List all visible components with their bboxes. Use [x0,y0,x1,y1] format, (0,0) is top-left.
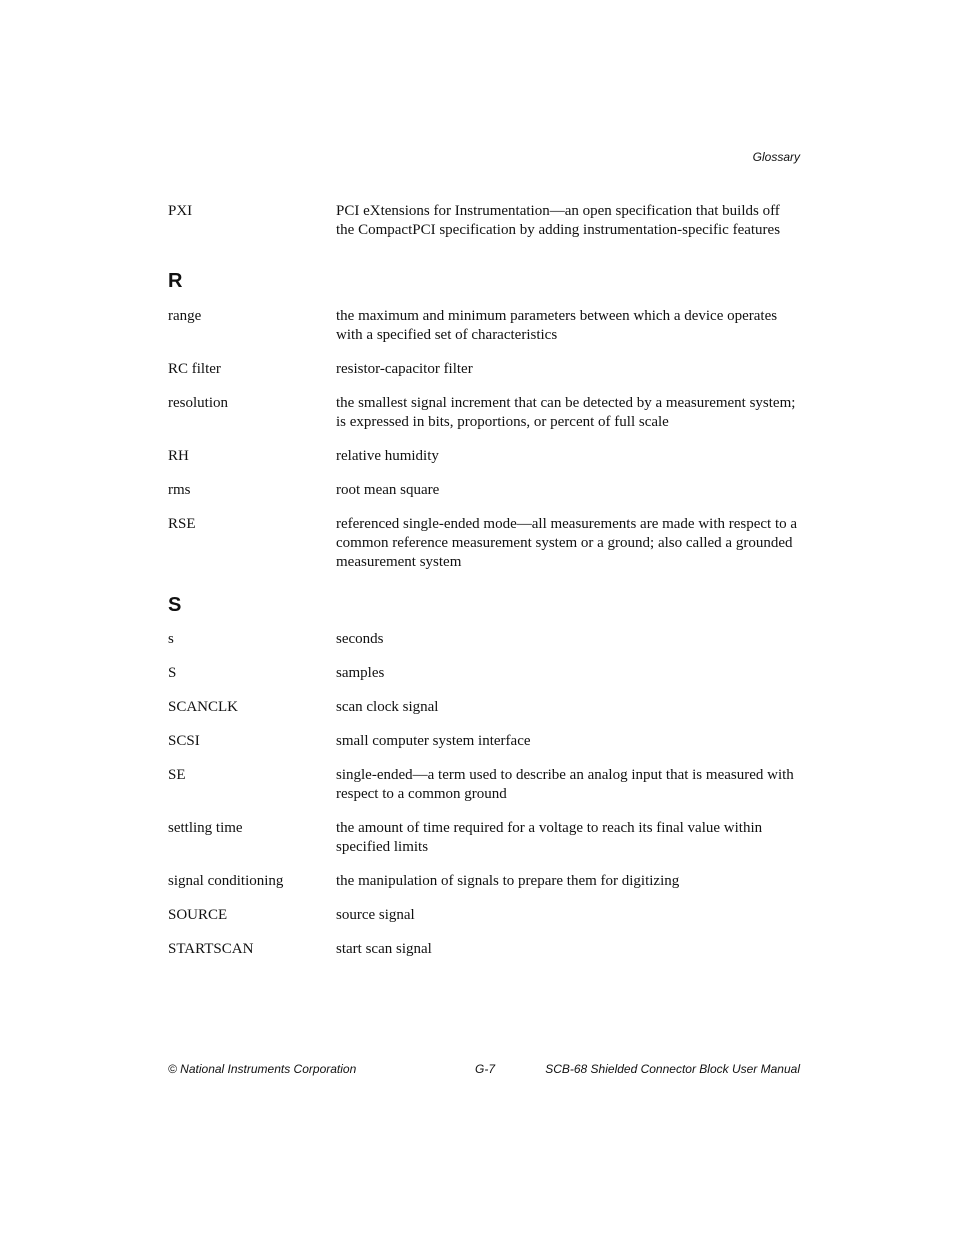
glossary-definition: the amount of time required for a voltage to reach its final value within specified limits [336,820,763,855]
glossary-definition: the manipulation of signals to prepare them for digitizing [336,873,680,889]
glossary-definition: scan clock signal [336,699,439,715]
glossary-term: SCANCLK [168,699,239,715]
glossary-term: range [168,308,202,324]
glossary-definition: the maximum and minimum parameters between which a device operates with a specified set of characteristics [336,308,778,343]
glossary-entry [168,307,800,345]
glossary-definition: the smallest signal increment that can be detected by a measurement system; is expressed in bits, proportions, or percent of full scale [336,395,796,430]
section-heading-r: R [168,270,183,292]
glossary-term: rms [168,482,191,498]
glossary-term: settling time [168,820,243,836]
running-head: Glossary [752,150,800,164]
glossary-entry [168,766,800,804]
glossary-term: signal conditioning [168,873,284,889]
glossary-definition: resistor-capacitor filter [336,361,473,377]
page-number: G-7 [475,1062,496,1076]
glossary-definition: source signal [336,907,415,923]
glossary-term: RC filter [168,361,221,377]
glossary-entry [168,940,800,959]
glossary-term: STARTSCAN [168,941,254,957]
glossary-entry [168,698,800,717]
glossary-term: SE [168,767,186,783]
glossary-entry [168,360,800,379]
glossary-entry [168,447,800,466]
glossary-term: SCSI [168,733,200,749]
glossary-definition: start scan signal [336,941,432,957]
glossary-term: s [168,631,174,647]
glossary-content [168,202,800,974]
glossary-entry [168,906,800,925]
glossary-entry [168,481,800,500]
glossary-entry [168,872,800,891]
glossary-definition: single-ended—a term used to describe an analog input that is measured with respect to a common ground [336,767,794,802]
glossary-definition: seconds [336,631,384,647]
glossary-definition: PCI eXtensions for Instrumentation—an open specification that builds off the CompactPCI specification by adding instrumentation-specific features [336,203,781,238]
glossary-entry [168,819,800,857]
glossary-entry [168,394,800,432]
glossary-definition: small computer system interface [336,733,531,749]
glossary-entry [168,664,800,683]
glossary-term: SOURCE [168,907,228,923]
section-heading-s: S [168,594,182,616]
glossary-definition: relative humidity [336,448,439,464]
glossary-term: RSE [168,516,196,532]
glossary-entry [168,202,800,240]
glossary-entry [168,630,800,649]
glossary-definition: root mean square [336,482,440,498]
glossary-term: resolution [168,395,228,411]
glossary-definition: referenced single-ended mode—all measurements are made with respect to a common reference measurement system or a ground; also called a grounded measurement system [336,516,798,570]
glossary-term: S [168,665,177,681]
glossary-term: PXI [168,203,193,219]
footer-copyright: © National Instruments Corporation [168,1062,357,1076]
glossary-definition: samples [336,665,385,681]
glossary-entry [168,515,800,572]
glossary-term: RH [168,448,189,464]
glossary-entry [168,732,800,751]
footer-manual-title: SCB-68 Shielded Connector Block User Manual [545,1062,800,1076]
page-footer [168,1062,800,1078]
